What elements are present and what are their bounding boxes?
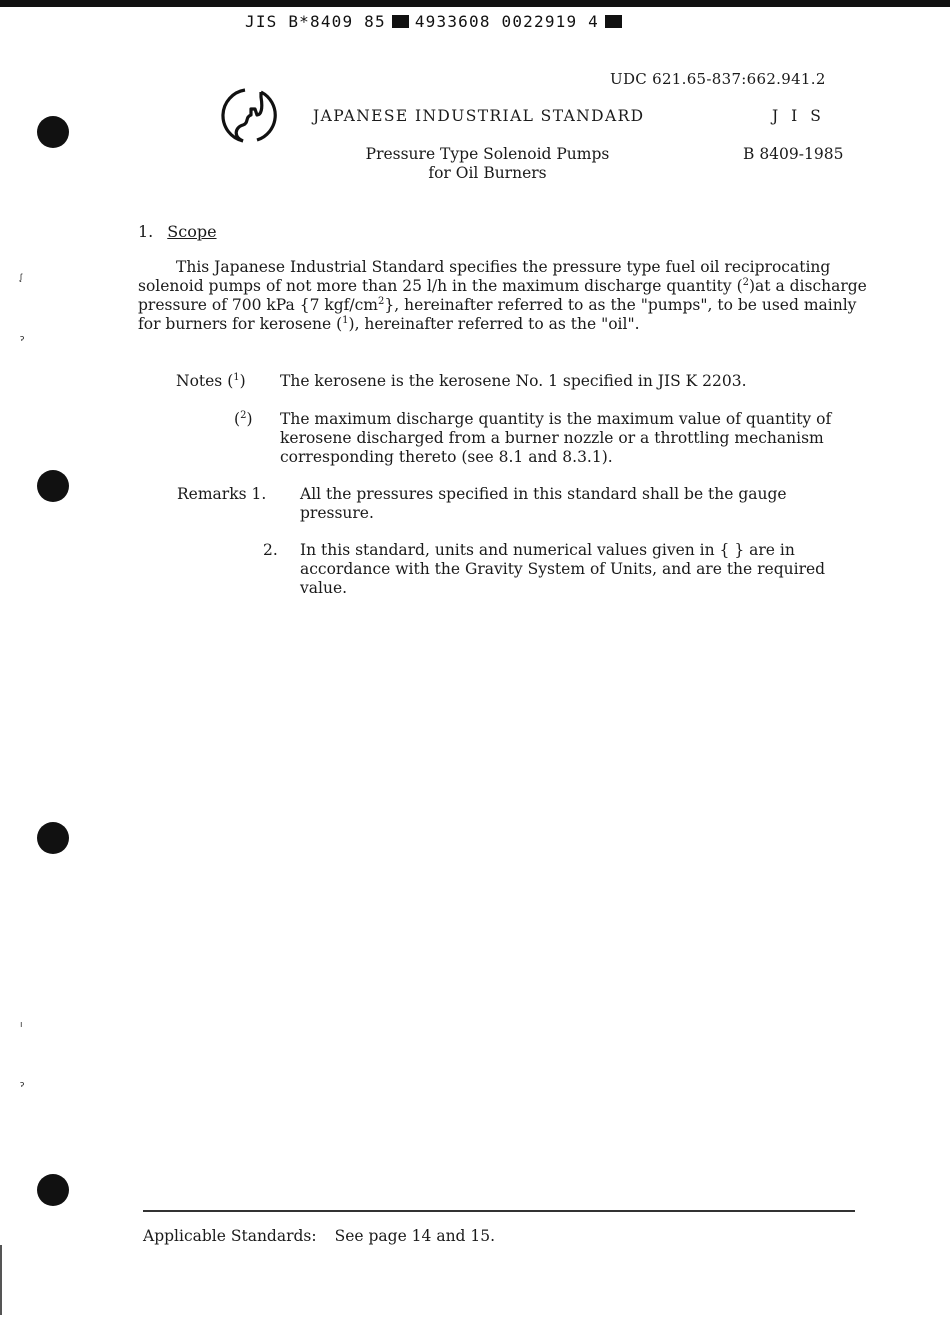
notes-label: Notes ($^1$) xyxy=(176,371,246,390)
scan-speck: ᶘ xyxy=(20,273,22,283)
note-text: The maximum discharge quantity is the maximum value of quantity of kerosene discharged from a burner nozzle or a throttling mechanism corresponding thereto (see 8.1 and 8.3.1). xyxy=(280,410,832,466)
remark-number: 2. xyxy=(263,541,278,559)
scan-top-border xyxy=(0,0,950,7)
black-square-icon xyxy=(605,15,622,28)
remarks-label: Remarks 1. xyxy=(177,485,267,503)
jis-mark: J I S xyxy=(772,107,825,125)
section-number: 1. xyxy=(138,222,154,241)
document-title xyxy=(330,145,645,183)
scan-code-part2: 4933608 0022919 4 xyxy=(414,12,599,31)
section-heading xyxy=(138,222,217,241)
scan-speck: ı xyxy=(20,1020,23,1030)
udc-code: UDC 621.65-837:662.941.2 xyxy=(610,70,826,88)
note-marker: ($^2$) xyxy=(234,409,253,428)
scan-code-part1: JIS B*8409 85 xyxy=(245,12,386,31)
scan-speck: ɂ xyxy=(20,334,25,344)
title-line-2: for Oil Burners xyxy=(428,164,547,182)
black-square-icon xyxy=(392,15,409,28)
scan-barcode-header xyxy=(245,12,628,31)
punch-hole-icon xyxy=(37,470,69,502)
title-line-1: Pressure Type Solenoid Pumps xyxy=(365,145,610,163)
punch-hole-icon xyxy=(37,1174,69,1206)
remark-text: In this standard, units and numerical values given in { } are in accordance with the Gravity System of Units, and are the required value. xyxy=(300,541,826,597)
jis-logo-icon xyxy=(221,85,281,145)
scan-left-edge xyxy=(0,1245,2,1315)
footer-value: See page 14 and 15. xyxy=(334,1227,496,1245)
applicable-standards xyxy=(143,1227,495,1245)
scope-paragraph: This Japanese Industrial Standard specifies the pressure type fuel oil reciprocating solenoid pumps of not more than 25 l/h in the maximum discharge quantity ($^2$)at a discharge pressure of 700 kPa {7 kgf/$cm^2$}, hereinafter referred to as the "pumps", to be used mainly for burners for kerosene ($^1$), hereinafter referred to as the "oil". xyxy=(138,258,867,333)
footer-label: Applicable Standards: xyxy=(143,1227,317,1245)
document-number: B 8409-1985 xyxy=(743,145,844,163)
section-title: Scope xyxy=(167,222,217,241)
note-text: The kerosene is the kerosene No. 1 specified in JIS K 2203. xyxy=(280,372,747,390)
scan-speck: ɂ xyxy=(20,1080,25,1090)
punch-hole-icon xyxy=(37,116,69,148)
footer-divider xyxy=(143,1210,855,1212)
remark-text: All the pressures specified in this standard shall be the gauge pressure. xyxy=(300,485,787,522)
standard-name: JAPANESE INDUSTRIAL STANDARD xyxy=(313,107,645,125)
punch-hole-icon xyxy=(37,822,69,854)
